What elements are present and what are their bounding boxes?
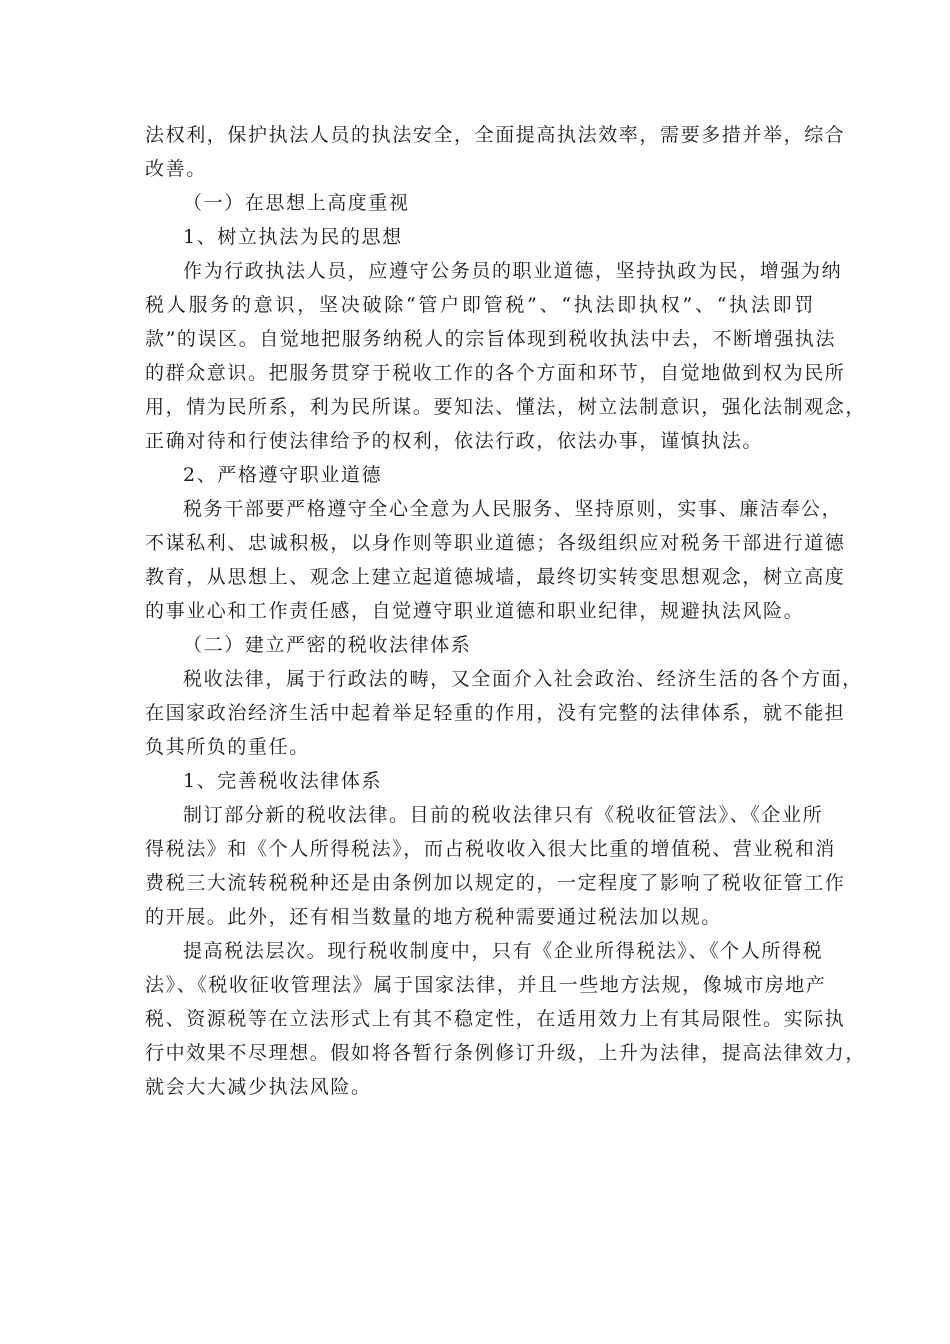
text-line: 法》、《税收征收管理法》属于国家法律，并且一些地方法规，像城市房地产 — [145, 974, 827, 996]
text-line: 法权利，保护执法人员的执法安全，全面提高执法效率，需要多措并举，综合 — [145, 124, 846, 146]
document-page — [145, 118, 867, 1104]
text-line: 的群众意识。把服务贯穿于税收工作的各个方面和环节，自觉地做到权为民所 — [145, 362, 846, 384]
text-line: 的开展。此外，还有相当数量的地方税种需要通过税法加以规。 — [145, 906, 722, 928]
text-line: 提高税法层次。现行税收制度中，只有《企业所得税法》、《个人所得税 — [183, 940, 824, 962]
text-line: 改善。 — [145, 158, 207, 180]
text-line: 教育，从思想上、观念上建立起道德城墙，最终切实转变思想观念，树立高度 — [145, 566, 846, 588]
text-line: 得税法》和《个人所得税法》，而占税收收入很大比重的增值税、营业税和消 — [145, 838, 836, 860]
text-line: 正确对待和行使法律给予的权利，依法行政，依法办事，谨慎执法。 — [145, 430, 764, 452]
text-line: 税收法律，属于行政法的畴，又全面介入社会政治、经济生活的各个方面， — [183, 668, 863, 690]
text-line: 行中效果不尽理想。假如将各暂行条例修订升级，上升为法律，提高法律效力， — [145, 1042, 867, 1064]
section-heading: （二）建立严密的税收法律体系 — [183, 634, 472, 656]
text-line: 税务干部要严格遵守全心全意为人民服务、坚持原则，实事、廉洁奉公， — [183, 498, 843, 520]
text-line: 税、资源税等在立法形式上有其不稳定性，在适用效力上有其局限性。实际执 — [145, 1008, 846, 1030]
text-line: 款”的误区。自觉地把服务纳税人的宗旨体现到税收执法中去，不断增强执法 — [145, 328, 837, 350]
subsection-heading: 1、完善税收法律体系 — [183, 770, 383, 792]
text-line: 在国家政治经济生活中起着举足轻重的作用，没有完整的法律体系，就不能担 — [145, 702, 846, 724]
text-line: 制订部分新的税收法律。目前的税收法律只有《税收征管法》、《企业所 — [183, 804, 824, 826]
subsection-heading: 2、严格遵守职业道德 — [183, 464, 383, 486]
text-line: 就会大大减少执法风险。 — [145, 1076, 372, 1098]
text-line: 税人服务的意识，坚决破除“管户即管税”、“执法即执权”、“执法即罚 — [145, 294, 815, 316]
text-line: 费税三大流转税税种还是由条例加以规定的，一定程度了影响了税收征管工作 — [145, 872, 846, 894]
text-line: 作为行政执法人员，应遵守公务员的职业道德，坚持执政为民，增强为纳 — [183, 260, 843, 282]
section-heading: （一）在思想上高度重视 — [183, 192, 410, 214]
text-line: 不谋私利、忠诚积极，以身作则等职业道德；各级组织应对税务干部进行道德 — [145, 532, 846, 554]
text-line: 的事业心和工作责任感，自觉遵守职业道德和职业纪律，规避执法风险。 — [145, 600, 805, 622]
text-line: 用，情为民所系，利为民所谋。要知法、懂法，树立法制意识，强化法制观念， — [145, 396, 867, 418]
subsection-heading: 1、树立执法为民的思想 — [183, 226, 403, 248]
text-line: 负其所负的重任。 — [145, 736, 310, 758]
